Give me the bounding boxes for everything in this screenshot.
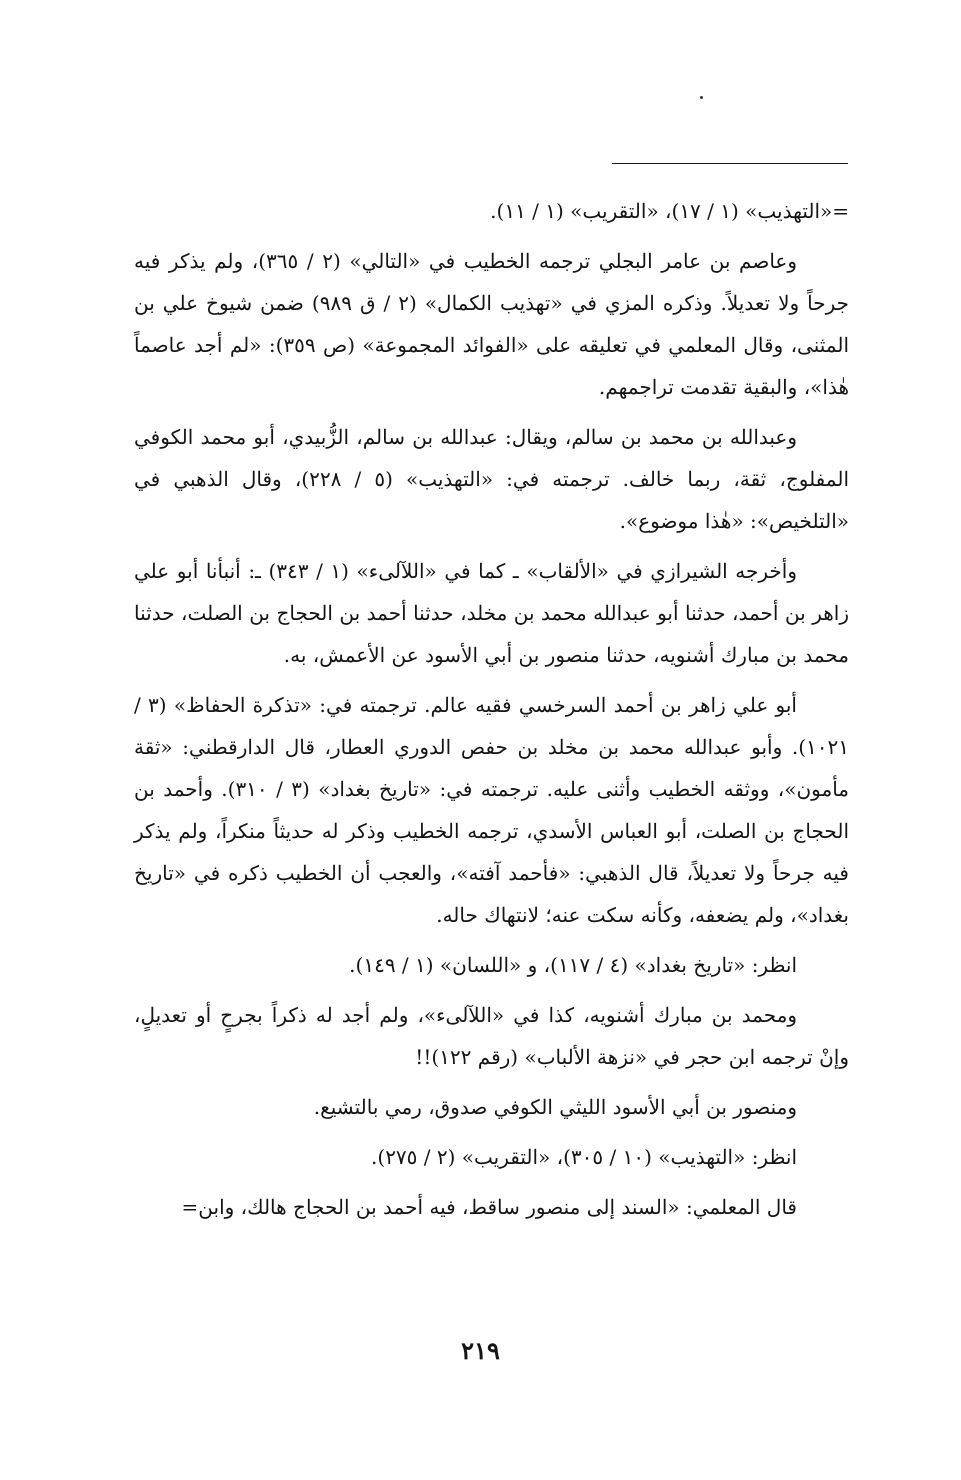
footnote-paragraph: أبو علي زاهر بن أحمد السرخسي فقيه عالم. ترجمته في: «تذكرة الحفاظ» (٣ / ١٠٢١). وأبو عبدالله محمد بن مخلد بن حفص الدوري العطار، قال الدارقطني: «ثقة مأمون»، ووثقه الخطيب وأثنى عليه. ترجمته في: «تاريخ بغداد» (٣ / ٣١٠). وأحمد بن الحجاج بن الصلت، أبو العباس الأسدي، ترجمه الخطيب وذكر له حديثاً منكراً، ولم يذكر فيه جرحاً ولا تعديلاً، قال الذهبي: «فأحمد آفته»، والعجب أن الخطيب ذكره في «تاريخ بغداد»، ولم يضعفه، وكأنه سكت عنه؛ لانتهاك حاله. bbox=[134, 693, 850, 927]
footnote-separator-rule bbox=[612, 163, 848, 164]
footnotes-block bbox=[134, 190, 849, 1236]
footnote-paragraph: انظر: «تاريخ بغداد» (٤ / ١١٧)، و «اللسان» (١ / ١٤٩). bbox=[349, 953, 797, 977]
page-number: ٢١٩ bbox=[461, 1336, 500, 1365]
footnote-paragraph: ومنصور بن أبي الأسود الليثي الكوفي صدوق، رمي بالتشيع. bbox=[313, 1095, 797, 1119]
footnote-paragraph: قال المعلمي: «السند إلى منصور ساقط، فيه أحمد بن الحجاج هالك، وابن= bbox=[181, 1195, 797, 1219]
footnote-paragraph: وأخرجه الشيرازي في «الألقاب» ـ كما في «اللآلىء» (١ / ٣٤٣) ـ: أنبأنا أبو علي زاهر بن أحمد، حدثنا أبو عبدالله محمد بن مخلد، حدثنا أحمد بن الحجاج بن الصلت، حدثنا محمد بن مبارك أشنويه، حدثنا منصور بن أبي الأسود عن الأعمش، به. bbox=[134, 559, 849, 667]
footnote-continuation: =«التهذيب» (١ / ١٧)، «التقريب» (١ / ١١). bbox=[490, 199, 849, 223]
footnote-paragraph: وعاصم بن عامر البجلي ترجمه الخطيب في «التالي» (٢ / ٣٦٥)، ولم يذكر فيه جرحاً ولا تعديلاً. وذكره المزي في «تهذيب الكمال» (٢ / ق ٩٨٩) ضمن شيوخ علي بن المثنى، وقال المعلمي في تعليقه على «الفوائد المجموعة» (ص ٣٥٩): «لم أجد عاصماً هٰذا»، والبقية تقدمت تراجمهم. bbox=[134, 249, 850, 399]
footnote-paragraph: انظر: «التهذيب» (١٠ / ٣٠٥)، «التقريب» (٢ / ٢٧٥). bbox=[371, 1145, 797, 1169]
footnote-paragraph: ومحمد بن مبارك أشنويه، كذا في «اللآلىء»، ولم أجد له ذكراً بجرحٍ أو تعديلٍ، وإنْ ترجمه ابن حجر في «نزهة الألباب» (رقم ١٢٢)!! bbox=[134, 1003, 849, 1069]
printing-speck bbox=[700, 96, 703, 99]
footnote-paragraph: وعبدالله بن محمد بن سالم، ويقال: عبدالله بن سالم، الزُّبيدي، أبو محمد الكوفي المفلوج، ثقة، ربما خالف. ترجمته في: «التهذيب» (٥ / ٢٢٨)، وقال الذهبي في «التلخيص»: «هٰذا موضوع». bbox=[134, 425, 850, 533]
